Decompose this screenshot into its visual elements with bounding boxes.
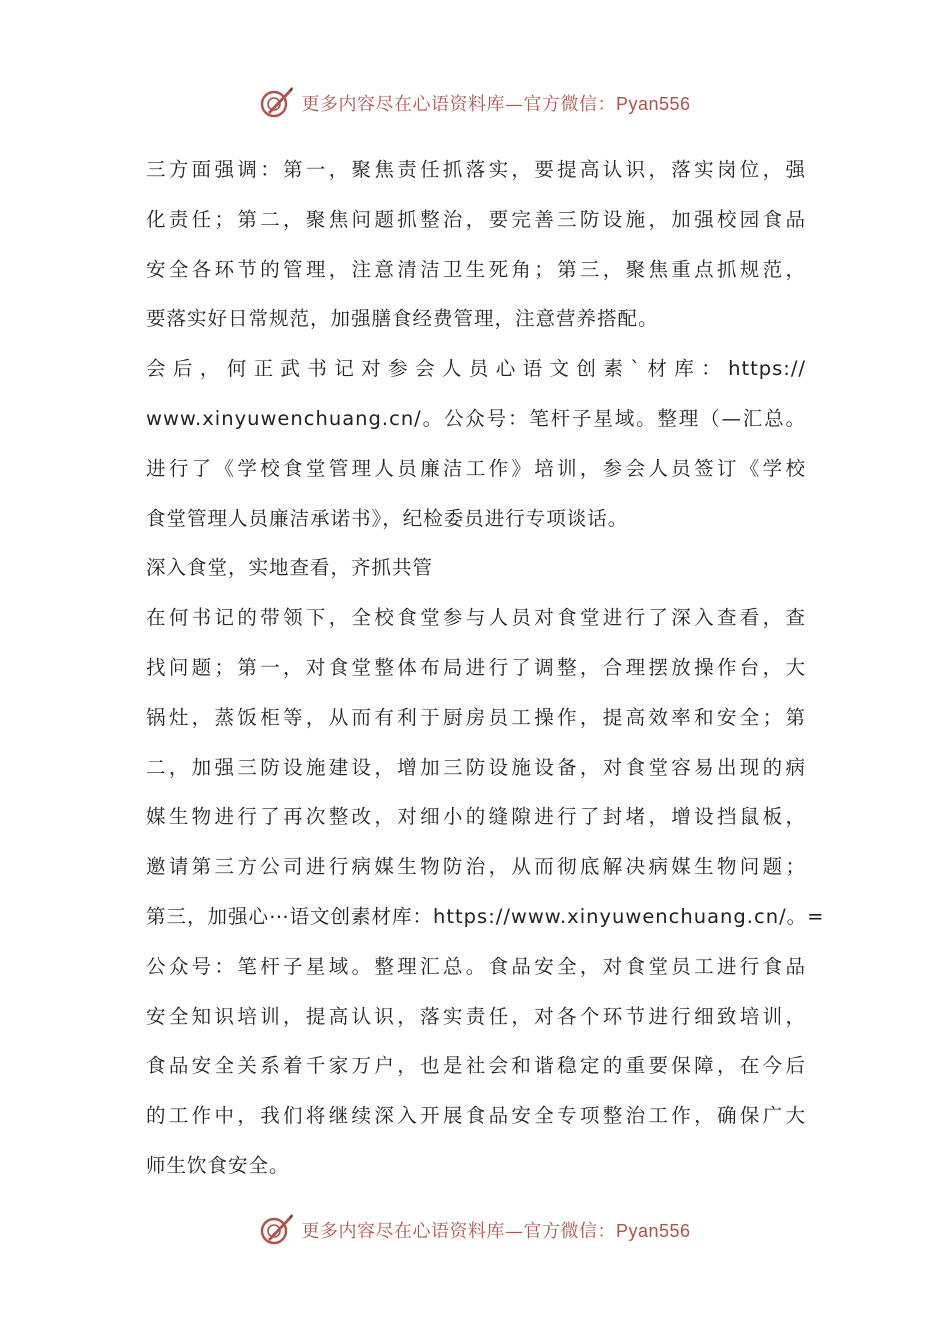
pen-seal-logo-icon <box>259 1213 293 1247</box>
body-line: 的工作中，我们将继续深入开展食品安全专项整治工作，确保广大 <box>146 1104 806 1128</box>
body-line: 食堂管理人员廉洁承诺书》，纪检委员进行专项谈话。 <box>146 506 629 530</box>
body-line: 媒生物进行了再次整改，对细小的缝隙进行了封堵，增设挡鼠板， <box>146 805 806 829</box>
body-line: 二，加强三防设施建设，增加三防设施设备，对食堂容易出现的病 <box>146 755 806 779</box>
body-line: 会后，何正武书记对参会人员心语文创素`材库：https:// <box>146 357 806 381</box>
document-body <box>146 150 825 1196</box>
body-line: 进行了《学校食堂管理人员廉洁工作》培训，参会人员签订《学校 <box>146 456 806 480</box>
body-line: 锅灶，蒸饭柜等，从而有利于厨房员工操作，提高效率和安全；第 <box>146 705 806 729</box>
body-line: 化责任；第二，聚焦问题抓整治，要完善三防设施，加强校园食品 <box>146 207 806 231</box>
footer-banner-label: 更多内容尽在心语资料库—官方微信： <box>301 1221 616 1242</box>
body-line: 在何书记的带领下，全校食堂参与人员对食堂进行了深入查看，查 <box>146 606 806 630</box>
body-line: 食品安全关系着千家万户，也是社会和谐稳定的重要保障，在今后 <box>146 1054 806 1078</box>
body-line: 要落实好日常规范，加强膳食经费管理，注意营养搭配。 <box>146 307 659 331</box>
body-line: 安全各环节的管理，注意清洁卫生死角；第三，聚焦重点抓规范， <box>146 257 806 281</box>
header-banner <box>0 83 950 123</box>
footer-wechat-id: Pyan556 <box>615 1221 691 1241</box>
body-line: 安全知识培训，提高认识，落实责任，对各个环节进行细致培训， <box>146 1004 806 1028</box>
footer-banner <box>0 1210 950 1250</box>
body-line: 邀请第三方公司进行病媒生物防治，从而彻底解决病媒生物问题； <box>146 855 806 879</box>
header-banner-label: 更多内容尽在心语资料库—官方微信： <box>301 94 616 115</box>
body-line: 找问题；第一，对食堂整体布局进行了调整，合理摆放操作台，大 <box>146 655 806 679</box>
body-line: 三方面强调：第一，聚焦责任抓落实，要提高认识，落实岗位，强 <box>146 158 806 181</box>
header-wechat-id: Pyan556 <box>615 94 691 114</box>
footer-banner-text <box>301 1217 690 1243</box>
body-line: 师生饮食安全。 <box>146 1153 290 1177</box>
section-heading: 深入食堂，实地查看，齐抓共管 <box>146 556 434 580</box>
header-banner-text <box>301 90 690 116</box>
body-line: 第三，加强心⋯语文创素材库：https://www.xinyuwenchuang.cn/。= <box>146 904 825 928</box>
body-line: www.xinyuwenchuang.cn/。公众号：笔杆子星域。整理（—汇总。 <box>146 406 806 430</box>
pen-seal-logo-icon <box>259 86 293 120</box>
body-line: 公众号：笔杆子星域。整理汇总。食品安全，对食堂员工进行食品 <box>146 954 806 978</box>
